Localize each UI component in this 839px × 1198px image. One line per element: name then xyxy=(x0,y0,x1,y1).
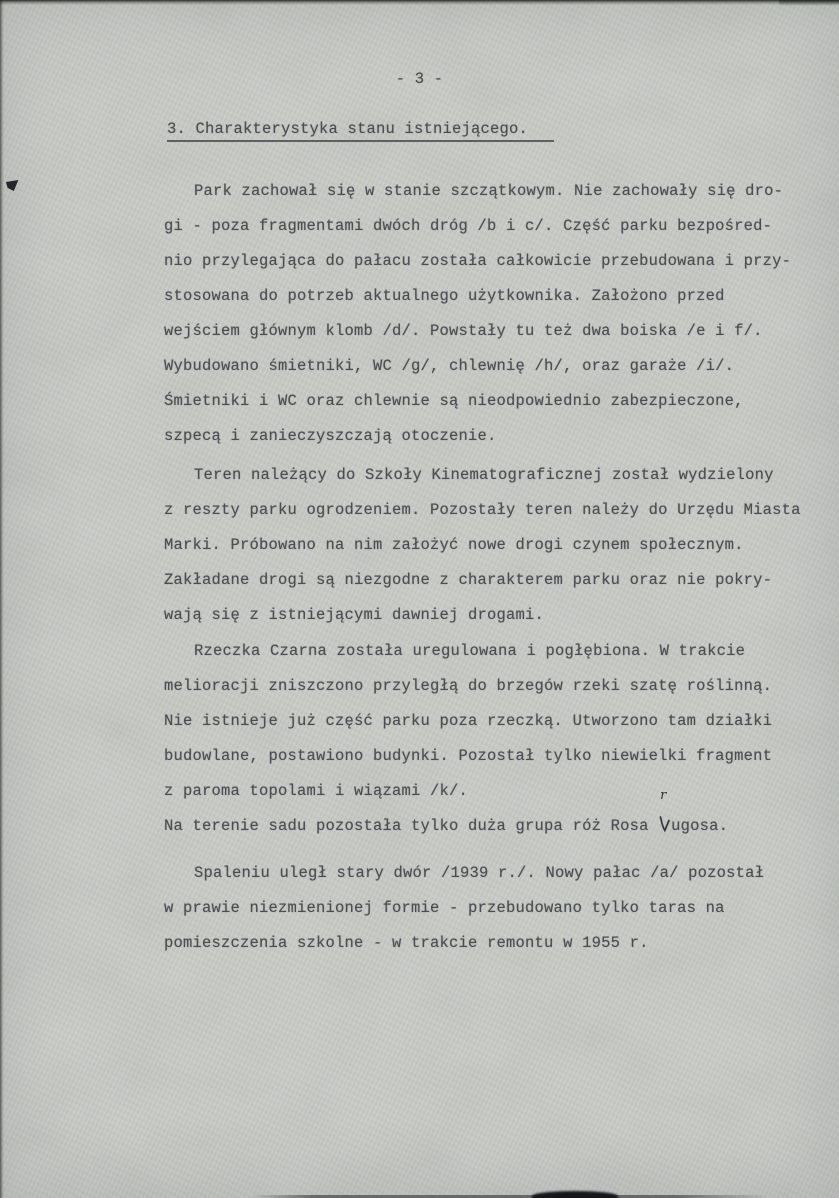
scan-edge-top-right xyxy=(779,0,839,6)
text-line: budowlane, postawiono budynki. Pozostał tylko niewielki fragment xyxy=(164,747,773,765)
text-segment: Na terenie sadu pozostała tylko duża grupa róż Rosa xyxy=(164,817,659,835)
text-line: w prawie niezmienionej formie - przebudowano tylko taras na xyxy=(164,899,725,917)
text-line: nio przylegająca do pałacu została całkowicie przebudowana i przy- xyxy=(164,252,792,270)
text-line: stosowana do potrzeb aktualnego użytkownika. Założono przed xyxy=(164,287,725,305)
section-heading xyxy=(167,120,554,142)
scan-smudge-bottom xyxy=(532,1191,618,1198)
text-line: Park zachował się w stanie szczątkowym. Nie zachowały się dro- xyxy=(194,182,784,200)
text-line: z reszty parku ogrodzeniem. Pozostały teren należy do Urzędu Miasta xyxy=(164,501,801,519)
text-segment: ugosa. xyxy=(671,817,729,835)
paragraph-2 xyxy=(164,458,824,633)
scan-edge-top xyxy=(0,0,839,5)
page-number: - 3 - xyxy=(395,70,444,88)
text-line: wejściem głównym klomb /d/. Powstały tu też dwa boiska /e i f/. xyxy=(164,322,763,340)
text-line: Śmietniki i WC oraz chlewnie są nieodpowiednio zabezpieczone, xyxy=(164,392,744,410)
paragraph-4 xyxy=(164,856,824,961)
text-line: Marki. Próbowano na nim założyć nowe drogi czynem społecznym. xyxy=(164,536,744,554)
text-line: wają się z istniejącymi dawniej drogami. xyxy=(164,606,545,624)
text-line: z paroma topolami i wiązami /k/. xyxy=(164,782,469,800)
text-line: Rzeczka Czarna została uregulowana i pogłębiona. W trakcie xyxy=(194,642,746,660)
handwritten-correction xyxy=(658,788,671,832)
paragraph-1 xyxy=(164,174,824,454)
text-line: Wybudowano śmietniki, WC /g/, chlewnię /h/, oraz garaże /i/. xyxy=(164,357,735,375)
text-line: Zakładane drogi są niezgodne z charakterem parku oraz nie pokry- xyxy=(164,571,773,589)
handwritten-r-annotation: r xyxy=(660,788,667,803)
scan-edge-left xyxy=(0,0,4,1198)
text-line: szpecą i zanieczyszczają otoczenie. xyxy=(164,427,497,445)
text-line: pomieszczenia szkolne - w trakcie remontu w 1955 r. xyxy=(164,934,649,952)
text-line: gi - poza fragmentami dwóch dróg /b i c/. Część parku bezpośred- xyxy=(164,217,773,235)
ink-blot-mark xyxy=(6,180,19,191)
paragraph-3 xyxy=(164,634,824,844)
caret-stroke-icon xyxy=(658,816,671,833)
text-line: Teren należący do Szkoły Kinematograficznej został wydzielony xyxy=(194,466,774,484)
text-line: Nie istnieje już część parku poza rzeczką. Utworzono tam działki xyxy=(164,712,773,730)
text-line: Spaleniu uległ stary dwór /1939 r./. Nowy pałac /a/ pozostał xyxy=(194,864,765,882)
text-line: melioracji zniszczono przyległą do brzegów rzeki szatę roślinną. xyxy=(164,677,773,695)
section-heading-text: 3. Charakterystyka stanu istniejącego. xyxy=(167,120,554,142)
